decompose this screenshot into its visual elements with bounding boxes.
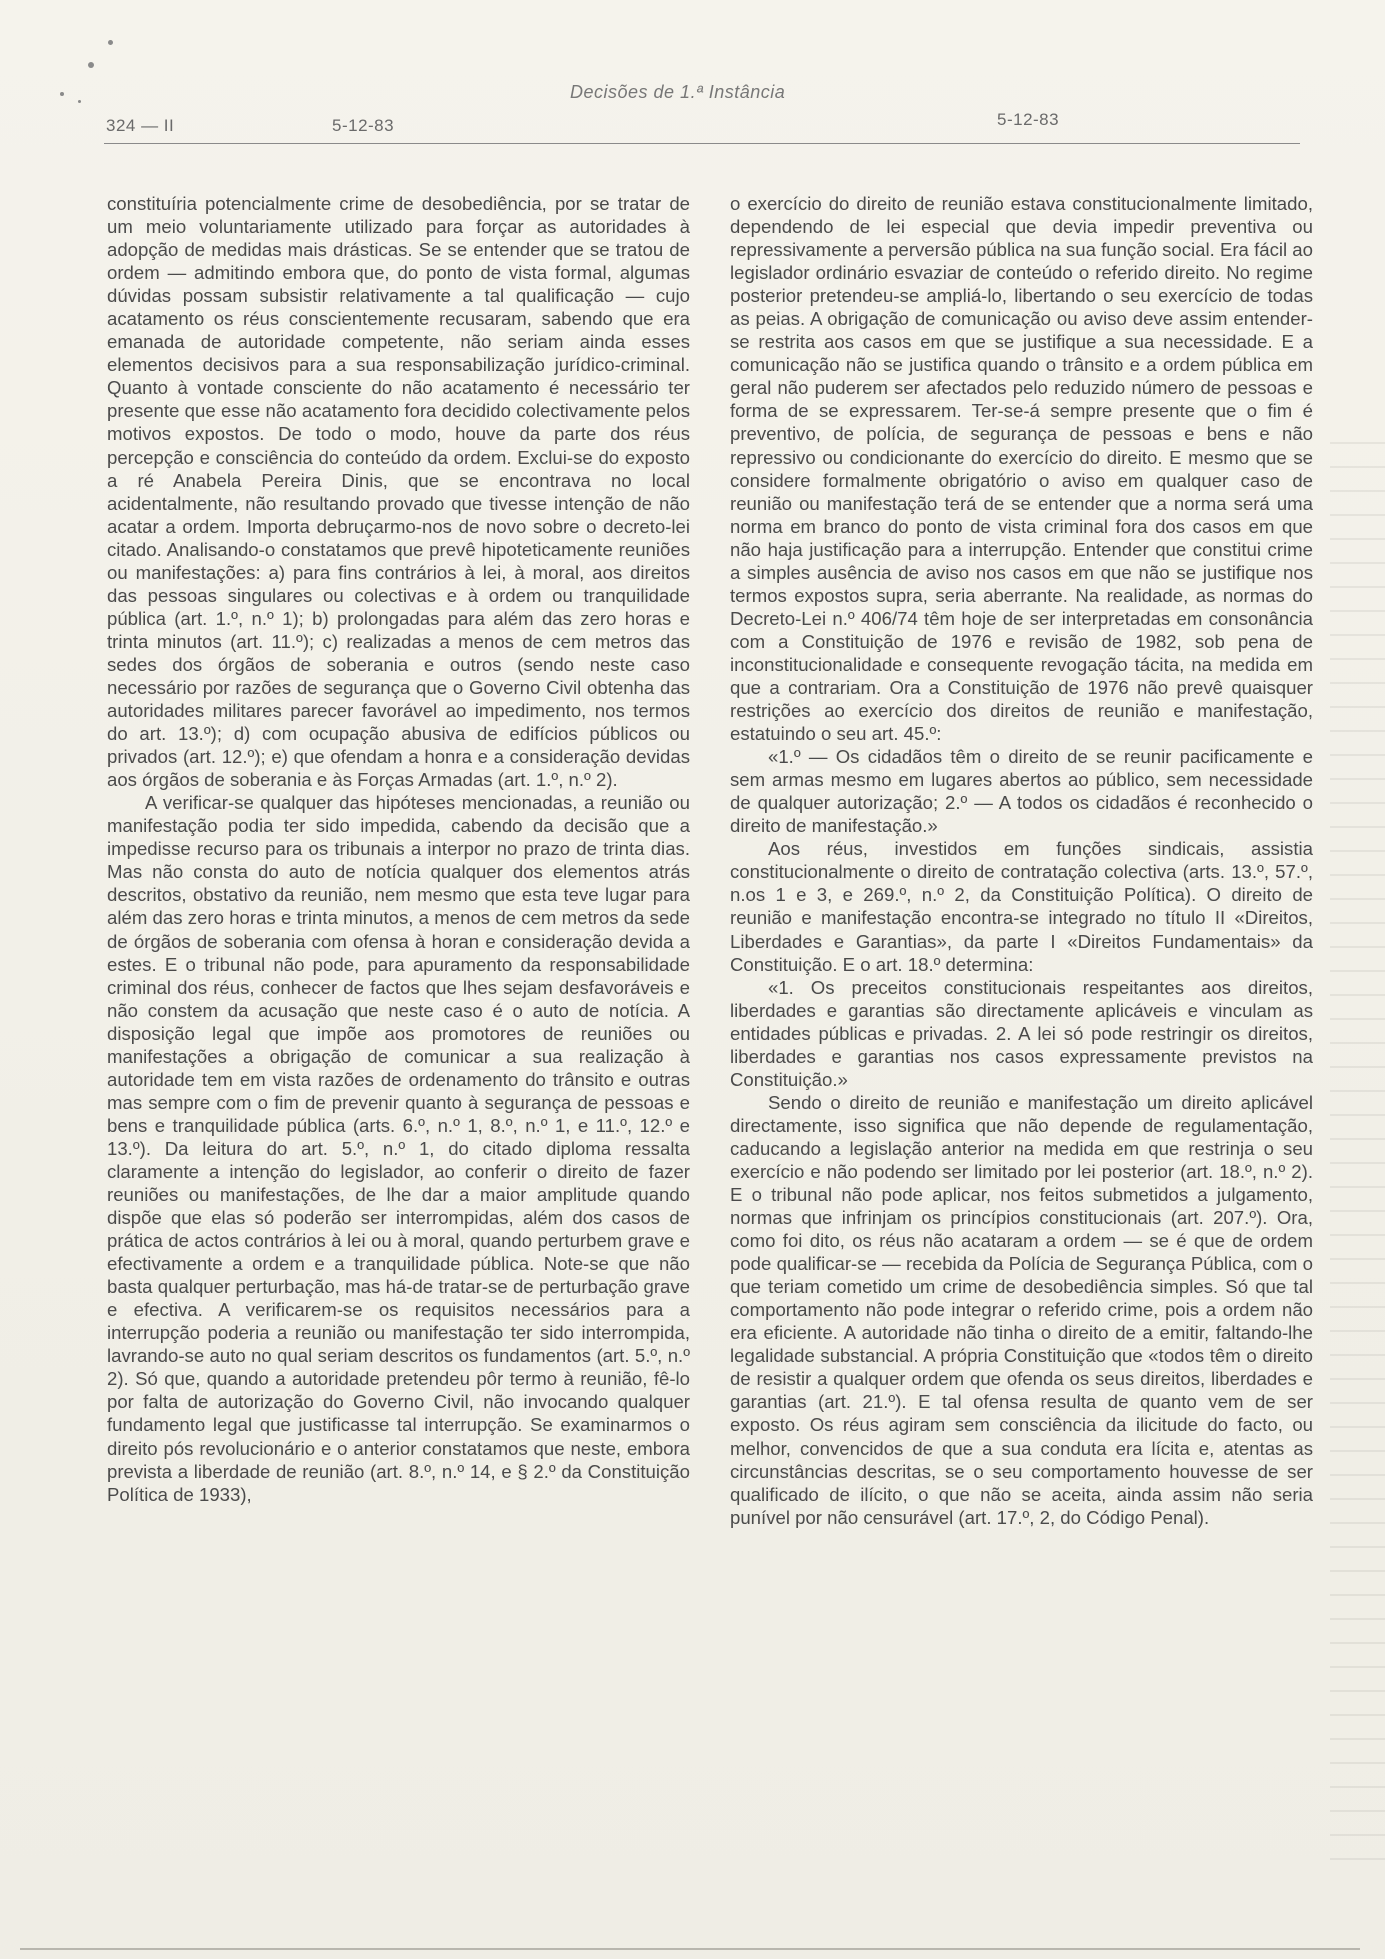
page-bottom-edge (20, 1948, 1360, 1950)
paragraph: Aos réus, investidos em funções sindicais, assistia constitucionalmente o direito de contratação colectiva (arts. 13.º, 57.º, n.os 1 e 3, e 269.º, n.º 2, da Constituição Política). O direito de reunião e manifestação encontra-se integrado no título II «Direitos, Liberdades e Garantias», da parte I «Direitos Fundamentais» da Constituição. E o art. 18.º determina: (730, 838, 1313, 975)
header-date-left: 5-12-83 (332, 116, 395, 135)
section-title: Decisões de 1.ª Instância (570, 82, 786, 102)
paragraph: constituíria potencialmente crime de desobediência, por se tratar de um meio voluntariamente utilizado para forçar as autoridades à adopção de medidas mais drásticas. Se se entender que se tratou de ordem — admitindo embora que, do ponto de vista formal, algumas dúvidas possam subsistir relativamente a tal qualificação — cujo acatamento os réus conscientemente recusaram, sabendo que era emanada de autoridade competente, não seriam ainda esses elementos decisivos para a sua responsabilização jurídico-criminal. Quanto à vontade consciente do não acatamento é necessário ter presente que esse não acatamento fora decidido colectivamente pelos motivos expostos. De todo o modo, houve da parte dos réus percepção e consciência do conteúdo da ordem. Exclui-se do exposto a ré Anabela Pereira Dinis, que se encontrava no local acidentalmente, não resultando provado que tivesse intenção de não acatar a ordem. Importa debruçarmo-nos de novo sobre o decreto-lei citado. Analisando-o constatamos que prevê hipoteticamente reuniões ou manifestações: a) para fins contrários à lei, à moral, aos direitos das pessoas singulares ou colectivas e à ordem ou tranquilidade pública (art. 1.º, n.º 1); b) prolongadas para além das zero horas e trinta minutos (art. 11.º); c) realizadas a menos de cem metros das sedes dos órgãos de soberania e outros (sendo neste caso necessário por razões de segurança que o Governo Civil obtenha das autoridades militares parecer favorável ao impedimento, nos termos do art. 13.º); d) com ocupação abusiva de edifícios públicos ou privados (art. 12.º); e) que ofendam a honra e a consideração devidas aos órgãos de soberania e às Forças Armadas (art. 1.º, n.º 2). (107, 193, 690, 791)
running-header (0, 80, 1385, 140)
quotation: «1.º — Os cidadãos têm o direito de se reunir pacificamente e sem armas mesmo em lugares abertos ao público, sem necessidade de qualquer autorização; 2.º — A todos os cidadãos é reconhecido o direito de manifestação.» (730, 746, 1313, 837)
header-rule (104, 143, 1300, 144)
page-number: 324 — II (106, 116, 175, 135)
left-column (107, 192, 690, 1506)
header-date-right: 5-12-83 (997, 110, 1060, 129)
scan-edge-shading (1330, 420, 1385, 1870)
paragraph: A verificar-se qualquer das hipóteses mencionadas, a reunião ou manifestação podia ter sido impedida, cabendo da decisão que a impedisse recurso para os tribunais a interpor no prazo de trinta dias. Mas não consta do auto de notícia qualquer dos elementos atrás descritos, obstativo da reunião, nem mesmo que esta teve lugar para além das zero horas e trinta minutos, a menos de cem metros da sede de órgãos de soberania com ofensa à horan e consideração devida a estes. E o tribunal não pode, para apuramento da responsabilidade criminal dos réus, conhecer de factos que lhes sejam desfavoráveis e não constem da acusação que neste caso é o auto de notícia. A disposição legal que impõe aos promotores de reuniões ou manifestações a obrigação de comunicar a sua realização à autoridade tem em vista razões de ordenamento do trânsito e outras mas sempre com o fim de prevenir quanto à segurança de pessoas e bens e tranquilidade pública (arts. 6.º, n.º 1, 8.º, n.º 1, e 11.º, 12.º e 13.º). Da leitura do art. 5.º, n.º 1, do citado diploma ressalta claramente a intenção do legislador, ao conferir o direito de fazer reuniões ou manifestações, de lhe dar a maior amplitude quando dispõe que elas só poderão ser interrompidas, além dos casos de prática de actos contrários à lei ou à moral, quando perturbem grave e efectivamente a ordem e a tranquilidade pública. Note-se que não basta qualquer perturbação, mas há-de tratar-se de perturbação grave e efectiva. A verificarem-se os requisitos necessários para a interrupção poderia a reunião ou manifestação ter sido interrompida, lavrando-se auto no qual seriam descritos os fundamentos (art. 5.º, n.º 2). Só que, quando a autoridade pretendeu pôr termo à reunião, fê-lo por falta de autorização do Governo Civil, não invocando qualquer fundamento legal que justificasse tal interrupção. Se examinarmos o direito pós revolucionário e o anterior constatamos que neste, embora prevista a liberdade de reunião (art. 8.º, n.º 14, e § 2.º da Constituição Política de 1933), (107, 792, 690, 1505)
quotation: «1. Os preceitos constitucionais respeitantes aos direitos, liberdades e garantias são directamente aplicáveis e vinculam as entidades públicas e privadas. 2. A lei só pode restringir os direitos, liberdades e garantias nos casos expressamente previstos na Constituição.» (730, 976, 1313, 1090)
dust-speck (88, 62, 94, 68)
paragraph: Sendo o direito de reunião e manifestação um direito aplicável directamente, isso significa que não depende de regulamentação, caducando a legislação anterior na medida em que restrinja o seu exercício e não podendo ser limitado por lei posterior (art. 18.º, n.º 2). E o tribunal não pode aplicar, nos feitos submetidos a julgamento, normas que infrinjam os princípios constitucionais (art. 207.º). Ora, como foi dito, os réus não acataram a ordem — se é que de ordem pode qualificar-se — recebida da Polícia de Segurança Pública, com o que teriam cometido um crime de desobediência simples. Só que tal comportamento não pode integrar o referido crime, pois a ordem não era eficiente. A autoridade não tinha o direito de a emitir, faltando-lhe legalidade substancial. A própria Constituição que «todos têm o direito de resistir a qualquer ordem que ofenda os seus direitos, liberdades e garantias (art. 21.º). E tal ofensa resulta de quanto vem de ser exposto. Os réus agiram sem consciência da ilicitude do facto, ou melhor, convencidos de que a sua conduta era lícita e, atentas as circunstâncias descritas, se o seu comportamento houvesse de ser qualificado de ilícito, o que não se aceita, ainda assim não seria punível por não censurável (art. 17.º, 2, do Código Penal). (730, 1091, 1313, 1528)
right-column (730, 192, 1313, 1529)
dust-speck (108, 40, 113, 45)
paragraph: o exercício do direito de reunião estava constitucionalmente limitado, dependendo de lei especial que devia impedir preventiva ou repressivamente a perversão pública na sua função social. Era fácil ao legislador ordinário esvaziar de conteúdo o referido direito. No regime posterior pretendeu-se ampliá-lo, libertando o seu exercício de todas as peias. A obrigação de comunicação ou aviso deve assim entender-se restrita aos casos em que se justifique a sua necessidade. E a comunicação não se justifica quando o trânsito e a ordem pública em geral não puderem ser afectados pelo reduzido número de pessoas e forma de se expressarem. Ter-se-á sempre presente que o fim é preventivo, de polícia, de segurança de pessoas e bens e não repressivo ou condicionante do exercício do direito. E mesmo que se considere formalmente obrigatório o aviso em qualquer caso de reunião ou manifestação terá de se entender que a norma será uma norma em branco do ponto de vista criminal fora dos casos em que não haja justificação para a interrupção. Entender que constitui crime a simples ausência de aviso nos casos em que não se justifique nos termos expostos supra, seria aberrante. Na realidade, as normas do Decreto-Lei n.º 406/74 têm hoje de ser interpretadas em consonância com a Constituição de 1976 e revisão de 1982, sob pena de inconstitucionalidade e consequente revogação tácita, na medida em que a contrariam. Ora a Constituição de 1976 não prevê quaisquer restrições ao exercício dos direitos de reunião e manifestação, estatuindo o seu art. 45.º: (730, 193, 1313, 745)
